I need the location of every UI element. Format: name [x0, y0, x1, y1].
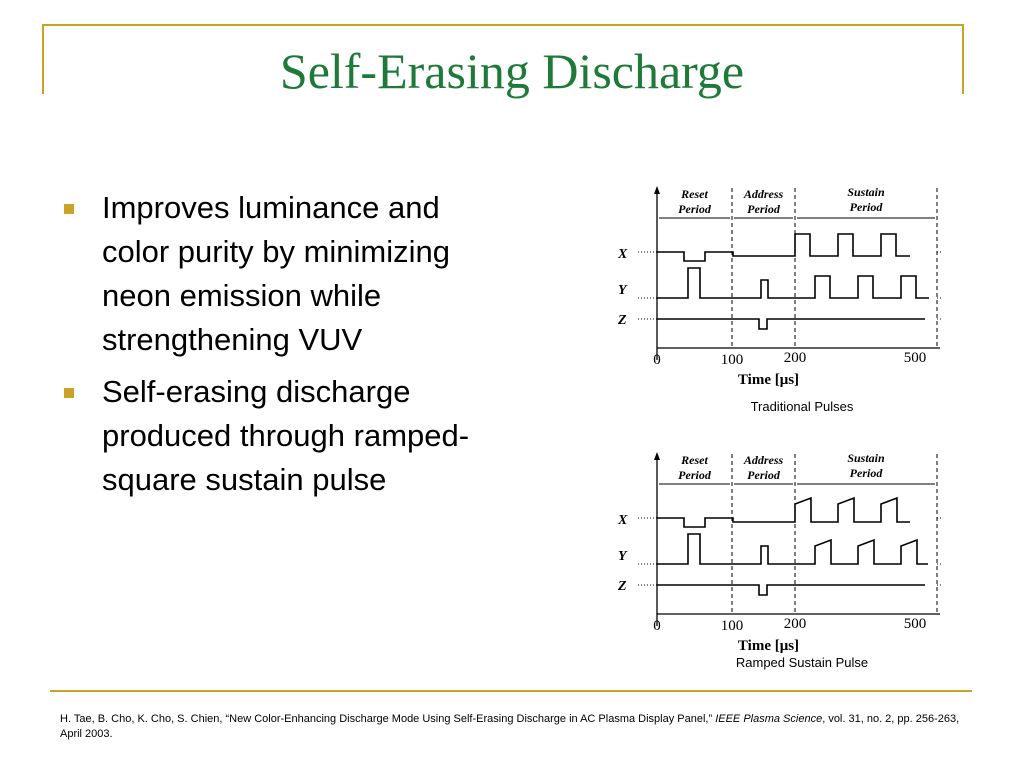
timing-diagram-svg	[610, 180, 950, 395]
arrow-up-icon	[654, 452, 660, 460]
sustain-period-label: Period	[849, 200, 883, 214]
signal-label-z: Z	[618, 313, 627, 328]
address-period-label: Period	[747, 202, 780, 216]
x-waveform	[657, 234, 910, 261]
reference-citation	[60, 712, 960, 742]
signal-label-x: X	[618, 247, 628, 262]
diagram-caption: Traditional Pulses	[750, 399, 854, 414]
timing-diagram-svg	[610, 446, 950, 661]
signal-label-x: X	[618, 513, 628, 528]
bullet-item	[60, 370, 500, 502]
tick-label: 100	[720, 618, 744, 634]
signal-label-y: Y	[618, 549, 627, 564]
tick-label: 500	[903, 350, 927, 366]
x-waveform	[657, 498, 910, 527]
address-period-label: Address	[743, 187, 784, 201]
bullet-text: Improves luminance and color purity by minimizing neon emission while strengthening VUV	[102, 190, 450, 357]
reference-details: , vol. 31, no. 2, pp. 256-263, April 2003.	[60, 713, 960, 740]
sustain-period-label: Period	[849, 466, 883, 480]
z-waveform	[657, 585, 925, 595]
diagram-caption: Ramped Sustain Pulse	[735, 655, 869, 670]
arrow-up-icon	[654, 186, 660, 194]
square-bullet-icon	[64, 204, 74, 214]
reference-authors: H. Tae, B. Cho, K. Cho, S. Chien, “New Color-Enhancing Discharge Mode Using Self-Erasing Discharge in AC Plasma Display Panel,”	[60, 713, 716, 725]
slide-title: Self-Erasing Discharge	[279, 43, 745, 99]
tick-label: 100	[720, 352, 744, 368]
reset-period-label: Reset	[681, 453, 708, 467]
bullet-list	[60, 186, 500, 510]
reset-period-label: Period	[678, 468, 711, 482]
tick-label: 200	[783, 616, 807, 632]
signal-label-z: Z	[618, 579, 627, 594]
bullet-text: Self-erasing discharge produced through ramped-square sustain pulse	[102, 374, 470, 497]
address-period-label: Period	[747, 468, 780, 482]
reset-period-label: Reset	[681, 187, 708, 201]
y-waveform	[657, 534, 928, 564]
z-waveform	[657, 319, 925, 329]
sustain-period-label: Sustain	[847, 451, 885, 465]
sustain-period-label: Sustain	[847, 185, 885, 199]
tick-label: 0	[653, 352, 661, 368]
signal-label-y: Y	[618, 283, 627, 298]
traditional-pulses-diagram	[610, 180, 950, 400]
reference-journal: IEEE Plasma Science	[715, 713, 823, 725]
time-axis-label: Time [μs]	[737, 638, 800, 654]
tick-label: 200	[783, 350, 807, 366]
time-axis-label: Time [μs]	[737, 372, 800, 388]
square-bullet-icon	[64, 388, 74, 398]
address-period-label: Address	[743, 453, 784, 467]
tick-label: 500	[903, 616, 927, 632]
bullet-item	[60, 186, 500, 362]
footer-rule	[50, 690, 972, 692]
reset-period-label: Period	[678, 202, 711, 216]
y-waveform	[657, 268, 929, 298]
ramped-sustain-diagram	[610, 446, 950, 666]
tick-label: 0	[653, 618, 661, 634]
